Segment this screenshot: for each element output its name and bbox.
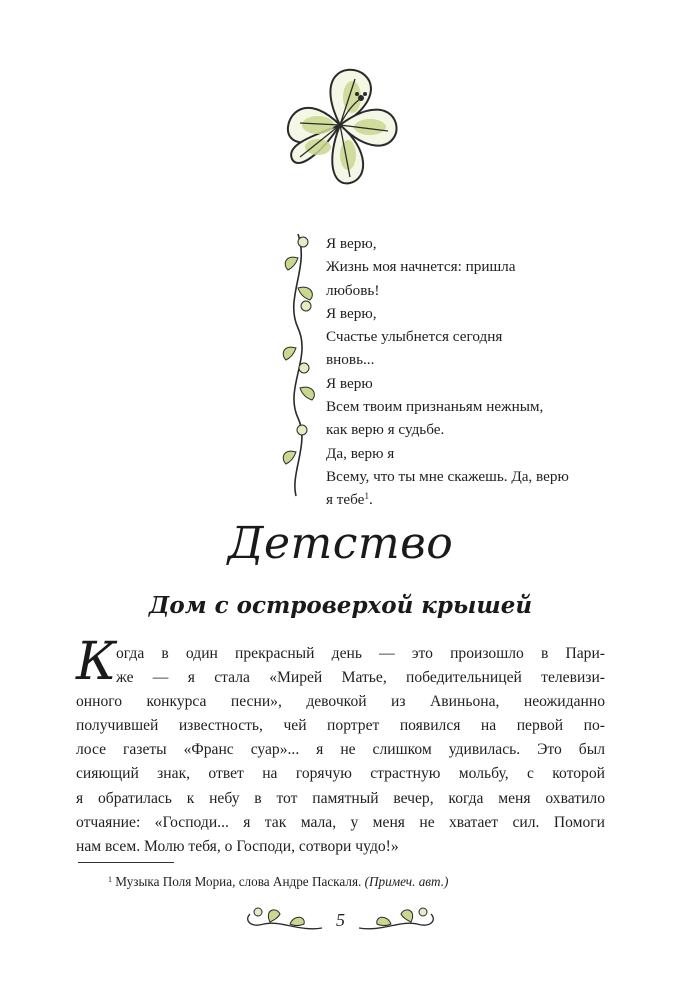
body-line: онного конкурса песни», девочкой из Авиньона, неожиданно <box>76 693 605 711</box>
page-number: 5 <box>336 910 345 930</box>
chapter-subtitle: Дом с островерхой крышей <box>148 592 533 619</box>
footnote <box>108 874 448 890</box>
poem-line: Я верю <box>326 374 373 392</box>
poem-line: Жизнь моя начнется: пришла <box>326 258 516 276</box>
body-paragraph <box>76 642 605 859</box>
poem-line: вновь... <box>326 351 375 369</box>
drop-cap: К <box>76 632 117 692</box>
poem-line: Я верю, <box>326 304 377 322</box>
body-line: получившей известность, чей портрет появился на первой по- <box>76 717 605 735</box>
poem-line: Я верю, <box>326 235 377 252</box>
body-line: сияющий знак, ответ на горячую страстную мольбу, с которой <box>76 765 605 783</box>
body-line: огда в один прекрасный день — это произошло в Пари- <box>116 645 605 662</box>
body-line: отчаяние: «Господи... я так мала, у меня не хватает сил. Помоги <box>76 813 605 831</box>
body-line: лосе газеты «Франс суар»... я не слишком удивилась. Это был <box>76 741 605 759</box>
chapter-title: Детство <box>227 518 454 569</box>
poem-line: Всему, что ты мне скажешь. Да, верю <box>326 467 569 485</box>
poem-line: Всем твоим признаньям нежным, <box>326 398 544 416</box>
footnote-ref[interactable]: 1 <box>364 491 369 502</box>
page-ornament-right-icon <box>355 902 451 938</box>
vine-ornament-icon <box>276 228 322 500</box>
poem-line: Да, верю я <box>326 444 395 462</box>
footnote-marker: 1 <box>108 875 112 884</box>
footnote-text: Музыка Поля Мориа, слова Андре Паскаля. <box>115 874 362 889</box>
poem-line: Счастье улыбнется сегодня <box>326 328 503 346</box>
poem-line: как верю я судьбе. <box>326 421 445 439</box>
body-line: нам всем. Молю тебя, о Господи, сотвори чудо!» <box>76 837 399 855</box>
body-line: же — я стала «Мирей Матье, победительницей телевизи- <box>116 669 605 687</box>
body-line: я обратилась к небу в тот памятный вечер, когда меня охватило <box>76 789 605 807</box>
hibiscus-flower-icon <box>270 55 410 195</box>
poem-line: любовь! <box>326 281 380 299</box>
footnote-divider <box>78 862 174 863</box>
poem-epigraph <box>326 232 626 512</box>
poem-line-last: я тебе$^1$. <box>326 491 373 509</box>
footnote-note: (Примеч. авт.) <box>364 874 449 889</box>
